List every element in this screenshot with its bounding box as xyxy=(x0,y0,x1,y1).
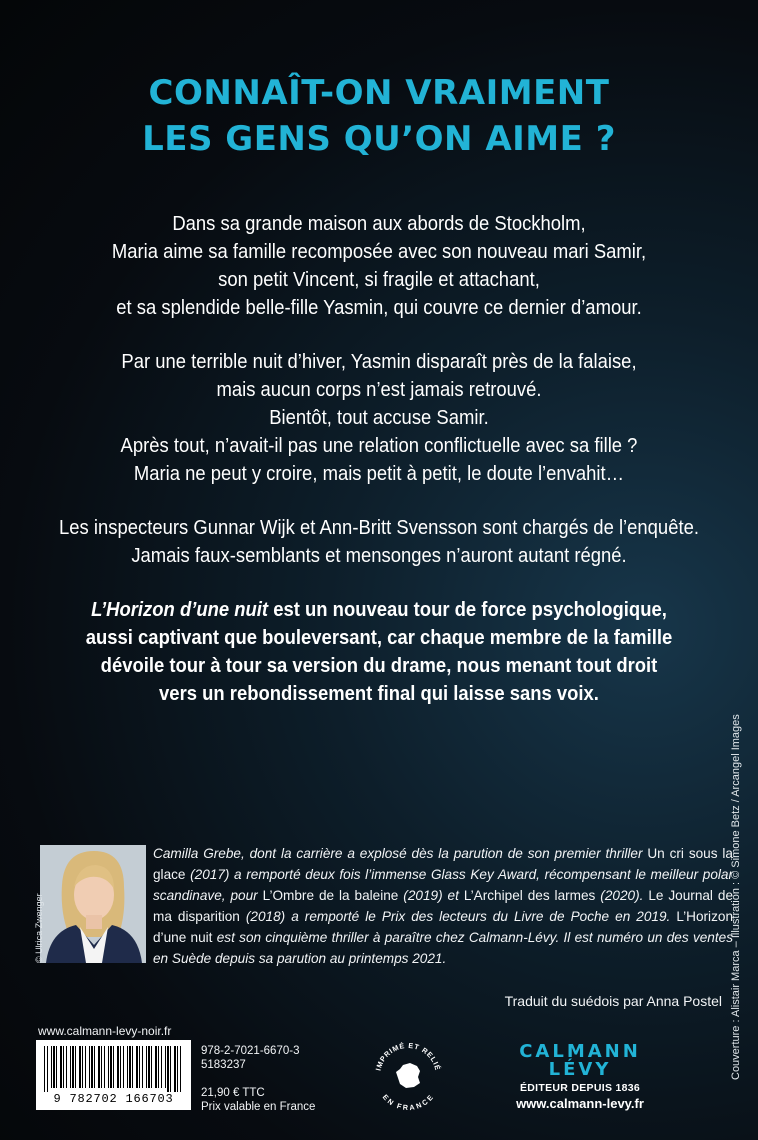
barcode-bar xyxy=(101,1046,102,1088)
headline xyxy=(0,70,758,162)
bio-book-title: Le Journal de ma disparition xyxy=(153,888,734,924)
france-map-icon xyxy=(396,1063,420,1088)
barcode-bar xyxy=(91,1046,93,1088)
price-note: Prix valable en France xyxy=(201,1101,316,1113)
barcode-bar xyxy=(66,1046,67,1088)
barcode-bar xyxy=(146,1046,147,1088)
barcode-bar xyxy=(174,1046,176,1092)
seal-top-text: IMPRIMÉ ET RELIÉ xyxy=(373,1040,443,1072)
barcode-bar xyxy=(60,1046,62,1088)
website-left: www.calmann-levy-noir.fr xyxy=(38,1024,172,1038)
synopsis xyxy=(56,210,702,734)
barcode-bar xyxy=(110,1046,112,1088)
synopsis-paragraph-4 xyxy=(56,596,702,708)
barcode-bar xyxy=(113,1046,114,1088)
barcode-bar xyxy=(104,1046,105,1088)
barcode-bar xyxy=(127,1046,128,1088)
barcode-bar xyxy=(70,1046,71,1088)
barcode-bar xyxy=(123,1046,124,1088)
publisher-website: www.calmann-levy.fr xyxy=(516,1096,644,1111)
synopsis-line: Dans sa grande maison aux abords de Stockholm, xyxy=(172,212,586,235)
synopsis-paragraph-2 xyxy=(56,348,702,488)
barcode-bar xyxy=(82,1046,83,1088)
synopsis-line: Maria aime sa famille recomposée avec son nouveau mari Samir, xyxy=(111,240,647,263)
bio-text: (2019) et xyxy=(398,888,464,903)
synopsis-line-rest: est un nouveau tour de force psychologique, xyxy=(268,598,667,621)
author-bio xyxy=(153,843,733,969)
synopsis-line: et sa splendide belle-fille Yasmin, qui couvre ce dernier d’amour. xyxy=(116,296,642,319)
synopsis-paragraph-3 xyxy=(56,514,702,570)
bio-text: (2020). xyxy=(595,888,649,903)
barcode-bar xyxy=(151,1046,152,1088)
publisher-name-line-1: CALMANN xyxy=(519,1041,641,1062)
barcode-bar xyxy=(89,1046,90,1088)
barcode-bar xyxy=(85,1046,86,1088)
headline-line-1: CONNAÎT-ON VRAIMENT xyxy=(148,73,610,113)
synopsis-line xyxy=(56,596,702,624)
bio-book-title: L’Horizon d’une nuit xyxy=(153,909,733,945)
barcode-bar xyxy=(117,1046,119,1088)
barcode-bar xyxy=(132,1046,133,1088)
seal-bottom-text: EN FRANCE xyxy=(380,1092,436,1113)
barcode-bar xyxy=(142,1046,143,1088)
barcode-bar xyxy=(165,1046,166,1088)
barcode-bar xyxy=(180,1046,181,1092)
barcode-bar xyxy=(51,1046,52,1088)
barcode-bar xyxy=(44,1046,45,1092)
synopsis-line: aussi captivant que bouleversant, car chaque membre de la famille xyxy=(85,626,673,649)
bio-text: (2017) a remporté deux fois l’immense Glass Key Award, récompensant le meilleur polar scandinave, pour xyxy=(153,867,733,903)
barcode-bar xyxy=(53,1046,55,1088)
publisher-since: ÉDITEUR DEPUIS 1836 xyxy=(519,1082,641,1094)
isbn-info xyxy=(201,1044,315,1114)
barcode-bar xyxy=(56,1046,57,1088)
synopsis-line: Bientôt, tout accuse Samir. xyxy=(269,406,489,429)
barcode-bar xyxy=(170,1046,171,1092)
bio-text: (2018) a remporté le Prix des lecteurs du Livre de Poche en 2019. xyxy=(239,909,677,924)
barcode-bar xyxy=(75,1046,76,1088)
barcode-bars-icon xyxy=(42,1046,185,1092)
bio-book-title: L’Ombre de la baleine xyxy=(262,888,399,903)
bio-text: est son cinquième thriller à paraître chez Calmann-Lévy. Il est numéro un des ventes en Suède depuis sa parution au printemps 2021. xyxy=(153,930,733,966)
barcode-bar xyxy=(98,1046,100,1088)
barcode-bar xyxy=(94,1046,95,1088)
synopsis-line: Après tout, n’avait-il pas une relation conflictuelle avec sa fille ? xyxy=(120,434,638,457)
synopsis-line: mais aucun corps n’est jamais retrouvé. xyxy=(216,378,542,401)
barcode-bar xyxy=(72,1046,74,1088)
bio-text: Camilla Grebe, dont la carrière a explosé dès la parution de son premier thriller xyxy=(153,846,648,861)
synopsis-line: Par une terrible nuit d’hiver, Yasmin disparaît près de la falaise, xyxy=(121,350,637,373)
barcode-bar xyxy=(158,1046,159,1088)
barcode-bar xyxy=(79,1046,81,1088)
barcode-bar xyxy=(148,1046,150,1088)
author-photo xyxy=(40,845,146,963)
barcode-number: 9 782702 166703 xyxy=(53,1092,174,1106)
barcode-bar xyxy=(139,1046,140,1088)
cover-credit: Couverture : Alistair Marca – Illustration : © Simone Betz / Arcangel Images xyxy=(730,714,742,1080)
barcode-bar xyxy=(120,1046,121,1088)
publisher-logo xyxy=(500,1043,660,1094)
isbn: 978-2-7021-6670-3 xyxy=(201,1045,300,1057)
synopsis-line: vers un rebondissement final qui laisse sans voix. xyxy=(159,682,599,705)
product-code: 5183237 xyxy=(201,1059,246,1071)
price: 21,90 € TTC xyxy=(201,1087,265,1099)
publisher-name xyxy=(500,1043,660,1079)
svg-text:EN FRANCE xyxy=(381,1092,436,1112)
barcode-bar xyxy=(136,1046,138,1088)
translator-credit: Traduit du suédois par Anna Postel xyxy=(504,993,722,1009)
bio-book-title: Un cri sous la glace xyxy=(153,846,733,882)
author-portrait-icon xyxy=(40,845,146,963)
barcode-bar xyxy=(108,1046,109,1088)
barcode-bar xyxy=(129,1046,131,1088)
headline-line-2: LES GENS QU’ON AIME ? xyxy=(142,119,616,159)
barcode-bar xyxy=(47,1046,48,1092)
synopsis-line: Jamais faux-semblants et mensonges n’auront autant régné. xyxy=(131,544,627,567)
synopsis-line: Maria ne peut y croire, mais petit à petit, le doute l’envahit… xyxy=(133,462,625,485)
barcode-bar xyxy=(167,1046,169,1092)
barcode-bar xyxy=(155,1046,157,1088)
photo-credit: © Ulrica Zwenger xyxy=(34,893,44,963)
synopsis-paragraph-1 xyxy=(56,210,702,322)
barcode xyxy=(36,1040,191,1110)
barcode-bar xyxy=(161,1046,162,1088)
synopsis-line: dévoile tour à tour sa version du drame, nous menant tout droit xyxy=(100,654,658,677)
bio-book-title: L’Archipel des larmes xyxy=(463,888,596,903)
book-title: L’Horizon d’une nuit xyxy=(91,598,269,621)
synopsis-line: Les inspecteurs Gunnar Wijk et Ann-Britt Svensson sont chargés de l’enquête. xyxy=(59,516,699,539)
barcode-bar xyxy=(177,1046,178,1092)
made-in-france-seal xyxy=(370,1038,446,1114)
barcode-bar xyxy=(63,1046,64,1088)
synopsis-line: son petit Vincent, si fragile et attachant, xyxy=(218,268,540,291)
publisher-name-line-2: LÉVY xyxy=(548,1059,612,1080)
